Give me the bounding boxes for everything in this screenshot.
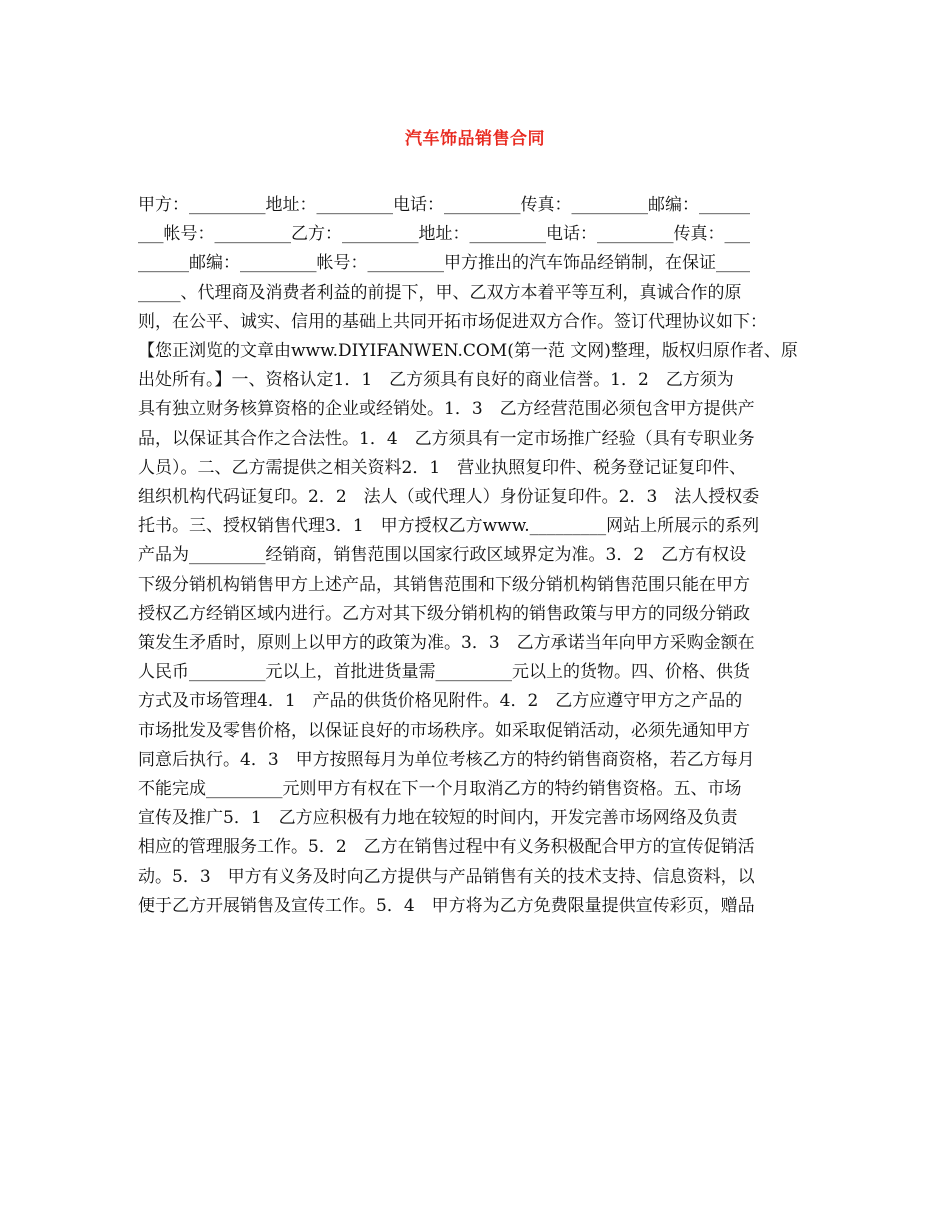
body-line: 授权乙方经销区域内进行。乙方对其下级分销机构的销售政策与甲方的同级分销政 (138, 603, 750, 624)
body-line: ______邮编：_________帐号：_________甲方推出的汽车饰品经销制，在保证____ (138, 253, 750, 274)
body-line: 【您正浏览的文章由www.DIYIFANWEN.COM(第一范 文网)整理，版权归原作者、原 (138, 341, 798, 362)
body-line: 策发生矛盾时，原则上以甲方的政策为准。3．3 乙方承诺当年向甲方采购金额在 (138, 633, 755, 654)
body-line: 下级分销机构销售甲方上述产品，其销售范围和下级分销机构销售范围只能在甲方 (138, 574, 750, 595)
body-line: 甲方：_________地址：_________电话：_________传真：_________邮编：______ (138, 195, 750, 215)
body-line: 相应的管理服务工作。5．2 乙方在销售过程中有义务积极配合甲方的宣传促销活 (138, 837, 755, 858)
body-line: 动。5．3 甲方有义务及时向乙方提供与产品销售有关的技术支持、信息资料，以 (138, 866, 755, 887)
body-line: 人员）。二、乙方需提供之相关资料2．1 营业执照复印件、税务登记证复印件、 (138, 457, 747, 478)
body-line: 便于乙方开展销售及宣传工作。5．4 甲方将为乙方免费限量提供宣传彩页，赠品 (138, 895, 755, 916)
body-line: 人民币_________元以上，首批进货量需_________元以上的货物。四、价格、供货 (138, 662, 750, 683)
body-line: 组织机构代码证复印。2．2 法人（或代理人）身份证复印件。2．3 法人授权委 (138, 487, 760, 508)
body-line: 不能完成_________元则甲方有权在下一个月取消乙方的特约销售资格。五、市场 (138, 779, 742, 800)
body-line: 品，以保证其合作之合法性。1．4 乙方须具有一定市场推广经验（具有专职业务 (138, 428, 755, 449)
body-line: 则，在公平、诚实、信用的基础上共同开拓市场促进双方合作。签订代理协议如下： (138, 311, 767, 332)
body-line: 具有独立财务核算资格的企业或经销处。1．3 乙方经营范围必须包含甲方提供产 (138, 399, 755, 420)
document-title: 汽车饰品销售合同 (405, 129, 545, 149)
body-line: ___帐号：_________乙方：_________地址：_________电话：_________传真：___ (138, 224, 750, 245)
body-line: 市场批发及零售价格，以保证良好的市场秩序。如采取促销活动，必须先通知甲方 (138, 720, 750, 741)
body-line: 方式及市场管理4．1 产品的供货价格见附件。4．2 乙方应遵守甲方之产品的 (138, 691, 743, 712)
body-line: _____、代理商及消费者利益的前提下，甲、乙双方本着平等互利，真诚合作的原 (138, 282, 742, 303)
body-line: 同意后执行。4．3 甲方按照每月为单位考核乙方的特约销售商资格，若乙方每月 (138, 749, 755, 770)
body-line: 出处所有。】一、资格认定1．1 乙方须具有良好的商业信誉。1．2 乙方须为 (138, 370, 734, 391)
contract-body (138, 191, 818, 921)
body-line: 宣传及推广5．1 乙方应积极有力地在较短的时间内，开发完善市场网络及负责 (138, 808, 738, 829)
body-line: 产品为_________经销商，销售范围以国家行政区域界定为准。3．2 乙方有权设 (138, 545, 747, 566)
body-line: 托书。三、授权销售代理3．1 甲方授权乙方www._________网站上所展示的系列 (138, 516, 760, 537)
